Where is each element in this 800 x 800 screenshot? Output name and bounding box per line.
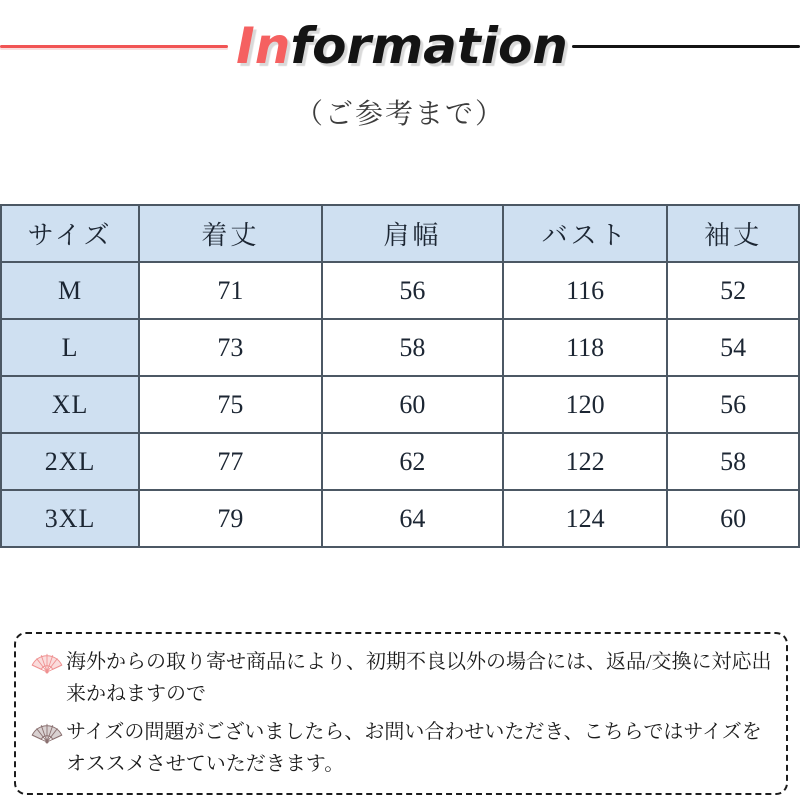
cell-length: 73	[139, 319, 322, 376]
page-title	[236, 17, 568, 75]
cell-sleeve: 52	[667, 262, 799, 319]
header-line-left	[0, 45, 228, 48]
header-cell-size: サイズ	[1, 205, 139, 262]
cell-sleeve: 58	[667, 433, 799, 490]
cell-shoulder: 60	[322, 376, 503, 433]
folding-fan-icon	[30, 717, 66, 749]
cell-bust: 118	[503, 319, 667, 376]
header-cell-shoulder: 肩幅	[322, 205, 503, 262]
cell-length: 79	[139, 490, 322, 547]
cell-sleeve: 60	[667, 490, 799, 547]
table-row-m	[1, 262, 799, 319]
row-label: 2XL	[1, 433, 139, 490]
cell-length: 75	[139, 376, 322, 433]
cell-shoulder: 64	[322, 490, 503, 547]
page-title-rest: formation	[290, 17, 568, 75]
header-cell-bust: バスト	[503, 205, 667, 262]
cell-bust: 124	[503, 490, 667, 547]
header-cell-sleeve: 袖丈	[667, 205, 799, 262]
cell-sleeve: 56	[667, 376, 799, 433]
page-subtitle: （ご参考まで）	[294, 99, 505, 130]
note-item-returns	[30, 646, 774, 711]
row-label: XL	[1, 376, 139, 433]
table-header-row	[1, 205, 799, 262]
row-label: L	[1, 319, 139, 376]
cell-bust: 122	[503, 433, 667, 490]
table-row-l	[1, 319, 799, 376]
cell-bust: 120	[503, 376, 667, 433]
header-cell-length: 着丈	[139, 205, 322, 262]
note-item-sizing	[30, 716, 774, 781]
page-title-accent: In	[236, 17, 291, 75]
information-header	[0, 12, 800, 80]
table-row-xl	[1, 376, 799, 433]
cell-shoulder: 56	[322, 262, 503, 319]
cell-sleeve: 54	[667, 319, 799, 376]
note-text: 海外からの取り寄せ商品により、初期不良以外の場合には、返品/交換に対応出来かねますので	[66, 651, 772, 706]
table-row-3xl	[1, 490, 799, 547]
size-chart-table	[0, 204, 800, 548]
header-line-right	[572, 45, 800, 48]
notes-box	[14, 632, 788, 795]
row-label: M	[1, 262, 139, 319]
cell-shoulder: 62	[322, 433, 503, 490]
cell-shoulder: 58	[322, 319, 503, 376]
note-text: サイズの問題がございましたら、お問い合わせいただき、こちらではサイズをオススメさせていただきます。	[66, 720, 762, 776]
cell-length: 77	[139, 433, 322, 490]
cell-bust: 116	[503, 262, 667, 319]
cell-length: 71	[139, 262, 322, 319]
folding-fan-icon	[30, 647, 66, 679]
row-label: 3XL	[1, 490, 139, 547]
table-row-2xl	[1, 433, 799, 490]
